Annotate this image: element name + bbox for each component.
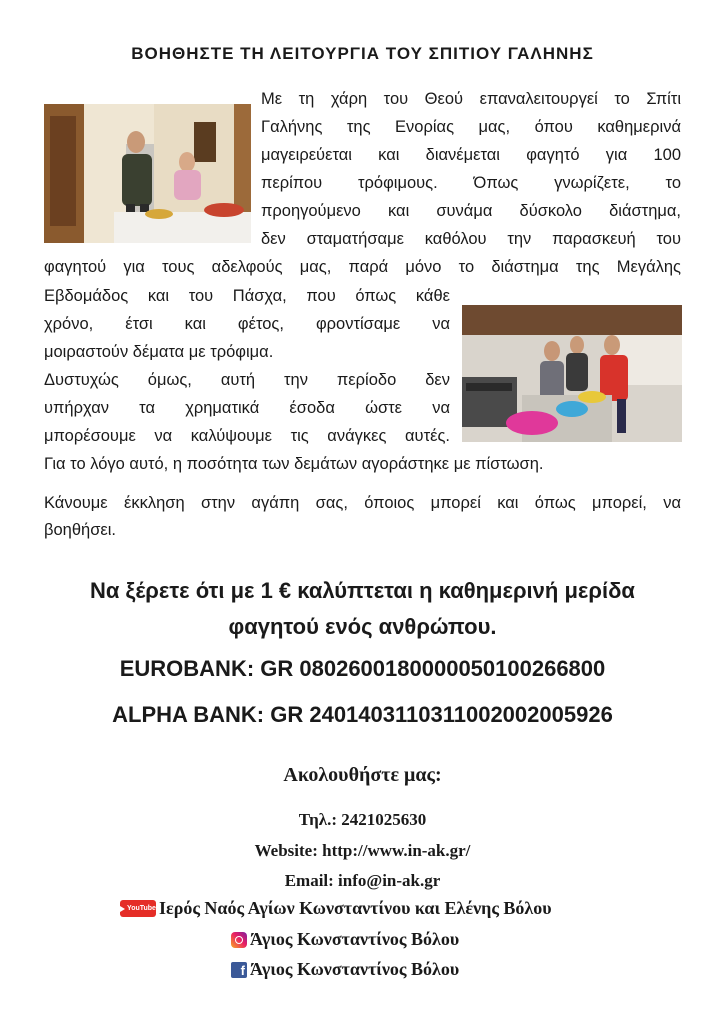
body-line: Γαλήνης της Ενορίας μας, όπου καθημερινά bbox=[261, 118, 681, 136]
body-line: προηγούμενο και συνάμα δύσκολο διάστημα, bbox=[261, 202, 681, 220]
instagram-account-name[interactable]: Άγιος Κωνσταντίνος Βόλου bbox=[250, 929, 460, 949]
body-line: βοηθήσει. bbox=[44, 521, 116, 539]
bank-account: EUROBANK: GR 0802600180000050100266800 bbox=[119, 656, 606, 681]
social-youtube[interactable] bbox=[120, 898, 552, 919]
bank-account: ALPHA BANK: GR 2401403110311002002005926 bbox=[112, 702, 613, 727]
page-title: ΒΟΗΘΗΣΤΕ ΤΗ ΛΕΙΤΟΥΡΓΙΑ ΤΟΥ ΣΠΙΤΙΟΥ ΓΑΛΗΝΗΣ bbox=[131, 44, 594, 63]
body-line: Με τη χάρη του Θεού επαναλειτουργεί το Σπίτι bbox=[261, 90, 681, 108]
facebook-page-name[interactable]: Άγιος Κωνσταντίνος Βόλου bbox=[250, 959, 460, 979]
body-line: δεν σταματήσαμε καθόλου την παρασκευή του bbox=[261, 230, 681, 248]
body-line: υπήρχαν τα χρηματικά έσοδα ώστε να bbox=[44, 399, 450, 417]
youtube-icon-text: YouTube bbox=[127, 905, 156, 912]
body-line: μοιραστούν δέματα με τρόφιμα. bbox=[44, 343, 274, 361]
instagram-icon[interactable] bbox=[231, 932, 247, 948]
youtube-channel-name[interactable]: Ιερός Ναός Αγίων Κωνσταντίνου και Ελένης Βόλου bbox=[159, 898, 552, 918]
body-line: Για το λόγο αυτό, η ποσότητα των δεμάτων αγοράστηκε με πίστωση. bbox=[44, 455, 544, 473]
body-line: Κάνουμε έκκληση στην αγάπη σας, όποιος μπορεί και όπως μπορεί, να bbox=[44, 494, 681, 512]
facebook-icon[interactable]: f bbox=[231, 962, 247, 978]
email-link[interactable]: Email: info@in-ak.gr bbox=[284, 871, 441, 890]
social-facebook[interactable] bbox=[231, 959, 459, 980]
kitchen-photo bbox=[462, 305, 682, 442]
youtube-icon[interactable] bbox=[120, 900, 156, 917]
body-line: περίπου τρόφιμους. Όπως γνωρίζετε, το bbox=[261, 174, 681, 192]
donation-appeal: Να ξέρετε ότι με 1 € καλύπτεται η καθημερινή μερίδα φαγητού ενός ανθρώπου. bbox=[90, 578, 635, 639]
body-line: φαγητού για τους αδελφούς μας, παρά μόνο το διάστημα της Μεγάλης bbox=[44, 258, 681, 276]
body-line: Εβδομάδος και του Πάσχα, που όπως κάθε bbox=[44, 287, 450, 305]
volunteers-photo bbox=[44, 104, 251, 243]
body-line: χρόνο, έτσι και φέτος, φροντίσαμε να bbox=[44, 315, 450, 333]
social-instagram[interactable] bbox=[231, 929, 459, 950]
phone-number: Τηλ.: 2421025630 bbox=[298, 810, 427, 829]
website-link[interactable]: Website: http://www.in-ak.gr/ bbox=[254, 841, 471, 860]
follow-heading: Ακολουθήστε μας: bbox=[283, 764, 442, 786]
body-line: μπορέσουμε να καλύψουμε τις ανάγκες αυτές. bbox=[44, 427, 450, 445]
body-line: μαγειρεύεται και διανέμεται φαγητό για 100 bbox=[261, 146, 681, 164]
body-line: Δυστυχώς όμως, αυτή την περίοδο δεν bbox=[44, 371, 450, 389]
